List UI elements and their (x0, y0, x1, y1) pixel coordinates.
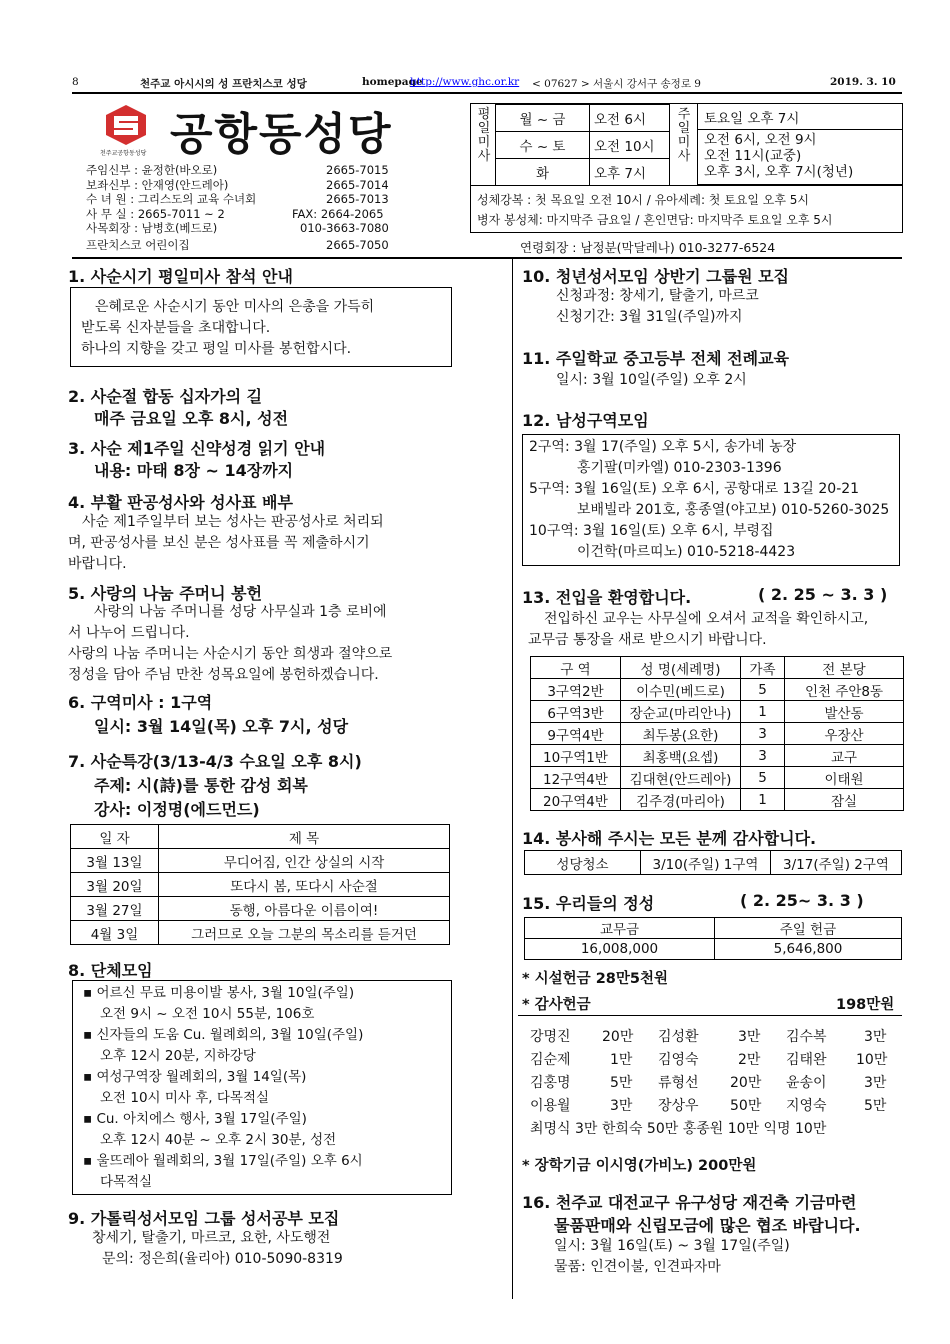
list-item: 김순제 1만 김영숙 2만 김태완 10만 (530, 1052, 888, 1068)
mass-note: 병자 봉성체: 마지막주 금요일 / 혼인면담: 마지막주 토요일 오후 5시 (477, 213, 833, 227)
section-title: 12. 남성구역모임 (522, 411, 649, 430)
section-title: 7. 사순특강(3/13-4/3 수요일 오후 8시) (68, 752, 362, 771)
section-body: 신청과정: 창세기, 탈출기, 마르코 신청기간: 3월 31일(주일)까지 (556, 288, 759, 325)
section-line: 매주 금요일 오후 8시, 성전 (94, 409, 289, 428)
section-body: 사랑의 나눔 주머니를 성당 사무실과 1층 로비에 서 나누어 드립니다. 사랑의 나눔 주머니는 사순시기 동안 희생과 절약으로 정성을 담아 주님 만찬 성목요일에 봉헌하겠습니다. (68, 604, 393, 683)
issue-date: 2019. 3. 10 (830, 76, 896, 88)
list-item: ▪ 울뜨레아 월례회의, 3월 17일(주일) 오후 6시 (83, 1153, 363, 1169)
mass-time: 오전 6시 (590, 105, 670, 132)
section-title: 4. 부활 판공성사와 성사표 배부 (68, 493, 293, 512)
section-title: 9. 가톨릭성서모임 그룹 성서공부 모집 (68, 1209, 340, 1228)
staff-role: 수 녀 원 : 그리스도의 교육 수녀회 (86, 192, 257, 207)
staff-role: 프란치스코 어린이집 (86, 237, 190, 252)
page-number: 8 (72, 76, 79, 88)
donor-list (530, 1026, 888, 1141)
mass-time: 오후 7시 (590, 159, 670, 186)
table-row: 20구역4반 김주경(마리아) 1 잠실 (531, 789, 904, 811)
lecture-table: 일 자 제 목 3월 13일 무디어짐, 인간 상실의 시작 3월 20일 또다시 봄, 또다시 사순절 3월 27일 동행, 아름다운 이름이여! 4월 3일 그러므로 오늘 그분의 목소리를 듣거던 (70, 824, 450, 945)
table-row: 12구역4반 김대현(안드레아) 5 이태원 (531, 767, 904, 789)
scholarship-fund: * 장학기금 이시영(가비노) 200만원 (522, 1158, 757, 1174)
section-title: 10. 청년성서모임 상반기 그룹원 모집 (522, 267, 790, 286)
divider (518, 1015, 902, 1016)
section-title: 6. 구역미사 : 1구역 (68, 693, 213, 712)
homepage-link[interactable]: http://www.ghc.or.kr (410, 76, 520, 88)
section-title: 5. 사랑의 나눔 주머니 봉헌 (68, 584, 263, 603)
notice-box: 은혜로운 사순시기 동안 미사의 은총을 가득히 받도록 신자분들을 초대합니다. 하나의 지향을 갖고 평일 미사를 봉헌합시다. (70, 287, 452, 367)
thanks-offering-label: * 감사헌금 (522, 997, 591, 1013)
section-body: 일시: 3월 16일(토) ~ 3월 17일(주일) 물품: 인견이불, 인견파자마 (554, 1238, 790, 1275)
staff-role: 사목회장 : 남병호(베드로) (86, 221, 218, 236)
section-title: 8. 단체모임 (68, 961, 153, 980)
mass-time: 오전 10시 (590, 132, 670, 159)
table-row: 3월 13일 무디어짐, 인간 상실의 시작 (71, 849, 450, 873)
section-title: 14. 봉사해 주시는 모든 분께 감사합니다. (522, 829, 817, 848)
lecture-speaker: 강사: 이정명(에드먼드) (94, 800, 260, 819)
sunday-mass-times: 토요일 오후 7시 오전 6시, 오전 9시 오전 11시(교중) 오후 3시, 오후 7시(청년) (697, 104, 903, 185)
list-item: ▪ 여성구역장 월례회의, 3월 14일(목) (83, 1069, 307, 1085)
parish-full-name: 천주교 아시시의 성 프란치스코 성당 (140, 78, 307, 90)
volunteer-table (524, 850, 902, 875)
section-body: 전입하신 교우는 사무실에 오셔서 교적을 확인하시고, 교무금 통장을 새로 받으시기 바랍니다. (528, 611, 869, 648)
table-row: 16,008,000 5,646,800 (525, 939, 902, 960)
group-meetings-box: ▪ 어르신 무료 미용이발 봉사, 3월 10일(주일) 오전 9시 ~ 오전 10시 55분, 106호 ▪ 신자들의 도움 Cu. 월례회의, 3월 10일(주일) 오후 12시 20분, 지하강당 ▪ 여성구역장 월례회의, 3월 14일(목) 오전 10시 미사 후, 다목적실 ▪ Cu. 아치에스 행사, 3월 17일(주일) 오후 12시 40분 ~ 오후 2시 30분, 성전 ▪ 울뜨레아 월례회의, 3월 17일(주일) 오후 6시 다목적실 (72, 980, 452, 1195)
section-line: 일시: 3월 14일(목) 오후 7시, 성당 (94, 717, 349, 736)
newcomer-table: 구 역 성 명(세례명) 가족 전 본당 3구역2반 이수민(베드로) 5 인천 주안8동 6구역3반 장순교(마리안나) 1 발산동 9구역4반 최두봉(요한) 3 우장산 10구역1반 최홍백(요셉) 3 교구 12구역4반 김대현(안드레아) 5 이태원 20구역4반 김주경(마리아) 1 잠실 (530, 656, 904, 811)
section-title-cont: 물품판매와 신립모금에 많은 협조 바랍니다. (554, 1216, 861, 1235)
table-row: 3구역2반 이수민(베드로) 5 인천 주안8동 (531, 679, 904, 701)
table-row: 3월 27일 동행, 아름다운 이름이여! (71, 897, 450, 921)
section-title: 13. 전입을 환영합니다. (522, 588, 692, 607)
header-rule (72, 92, 902, 94)
section-title: 2. 사순절 합동 십자가의 길 (68, 387, 263, 406)
logo-caption: 천주교공항동성당 (100, 150, 147, 157)
section-period: ( 2. 25 ~ 3. 3 ) (758, 585, 888, 604)
section-title: 16. 천주교 대전교구 유구성당 재건축 기금마련 (522, 1193, 857, 1212)
section-body: 창세기, 탈출기, 마르코, 요한, 사도행전 문의: 정은희(율리아) 010-5090-8319 (92, 1230, 343, 1267)
section-title: 1. 사순시기 평일미사 참석 안내 (68, 267, 293, 286)
weekday-mass-table (495, 104, 670, 186)
table-row: 4월 3일 그러므로 오늘 그분의 목소리를 듣거던 (71, 921, 450, 945)
association-head: 연령회장 : 남정분(막달레나) 010-3277-6524 (520, 240, 776, 255)
homepage-label: homepage (362, 76, 423, 88)
list-item: ▪ 신자들의 도움 Cu. 월례회의, 3월 10일(주일) (83, 1027, 364, 1043)
staff-role: 사 무 실 : 2665-7011 ~ 2 (86, 206, 225, 221)
sunday-mass-label: 주 일 미 사 (677, 107, 691, 164)
men-group-box: 2구역: 3월 17(주일) 오후 5시, 송가네 농장 홍기팔(미카엘) 010-2303-1396 5구역: 3월 16일(토) 오후 6시, 공항대로 13길 20-21 보배빌라 201호, 홍종열(야고보) 010-5260-3025 10구역: 3월 16일(토) 오후 6시, 부령집 이건학(마르띠노) 010-5218-4423 (522, 434, 900, 566)
list-item: 강명진 20만 김성환 3만 김수복 3만 (530, 1029, 887, 1045)
staff-phone: FAX: 2664-2065 (292, 206, 384, 221)
parish-title: 공항동성당 (170, 109, 393, 160)
section-title: 15. 우리들의 정성 (522, 894, 655, 913)
address: < 07627 > 서울시 강서구 송정로 9 (532, 78, 701, 90)
column-rule (512, 259, 513, 1299)
mass-schedule (470, 103, 903, 233)
thanks-offering-total: 198만원 (836, 997, 895, 1013)
lecture-topic: 주제: 시(詩)를 통한 감성 회복 (94, 776, 308, 795)
table-row: 10구역1반 최홍백(요셉) 3 교구 (531, 745, 904, 767)
section-rule (72, 257, 902, 259)
facility-offering: * 시설헌금 28만5천원 (522, 971, 668, 987)
section-line: 일시: 3월 10일(주일) 오후 2시 (556, 372, 747, 388)
section-body: 사순 제1주일부터 보는 성사는 판공성사로 처리되 며, 판공성사를 보신 분은 성사표를 꼭 제출하시기 바랍니다. (68, 514, 384, 572)
offering-table: 교무금 주일 헌금 16,008,000 5,646,800 (524, 917, 902, 960)
list-item: 이용월 3만 장상우 50만 지영숙 5만 (530, 1098, 887, 1114)
section-title: 11. 주일학교 중고등부 전체 전례교육 (522, 349, 790, 368)
mass-day: 월 ~ 금 (496, 105, 590, 132)
list-item: 김홍명 5만 류형선 20만 윤송이 3만 (530, 1075, 887, 1091)
staff-phone: 2665-7050 (326, 237, 389, 252)
staff-phone: 2665-7014 (326, 177, 389, 192)
table-row: 3월 20일 또다시 봄, 또다시 사순절 (71, 873, 450, 897)
staff-phone: 010-3663-7080 (300, 221, 389, 236)
section-period: ( 2. 25~ 3. 3 ) (740, 891, 864, 910)
mass-day: 화 (496, 159, 590, 186)
mass-note: 성체강복 : 첫 목요일 오전 10시 / 유아세례: 첫 토요일 오후 5시 (477, 193, 810, 207)
section-line: 내용: 마태 8장 ~ 14장까지 (94, 461, 294, 480)
staff-role: 보좌신부 : 안재영(안드레아) (86, 177, 229, 192)
staff-phone: 2665-7013 (326, 192, 389, 207)
staff-phone: 2665-7015 (326, 163, 389, 177)
table-row: 9구역4반 최두봉(요한) 3 우장산 (531, 723, 904, 745)
section-title: 3. 사순 제1주일 신약성경 읽기 안내 (68, 439, 326, 458)
list-item: 최명식 3만 한희숙 50만 홍종원 10만 익명 10만 (530, 1121, 827, 1137)
table-row: 6구역3반 장순교(마리안나) 1 발산동 (531, 701, 904, 723)
table-row: 성당청소 3/10(주일) 1구역 3/17(주일) 2구역 (525, 851, 902, 875)
staff-role: 주임신부 : 윤정한(바오로) (86, 163, 218, 177)
mass-day: 수 ~ 토 (496, 132, 590, 159)
weekday-mass-label: 평 일 미 사 (477, 107, 491, 164)
list-item: ▪ Cu. 아치에스 행사, 3월 17일(주일) (83, 1111, 307, 1127)
parish-logo-icon (103, 102, 149, 148)
list-item: ▪ 어르신 무료 미용이발 봉사, 3월 10일(주일) (83, 985, 355, 1001)
staff-list (86, 163, 446, 253)
